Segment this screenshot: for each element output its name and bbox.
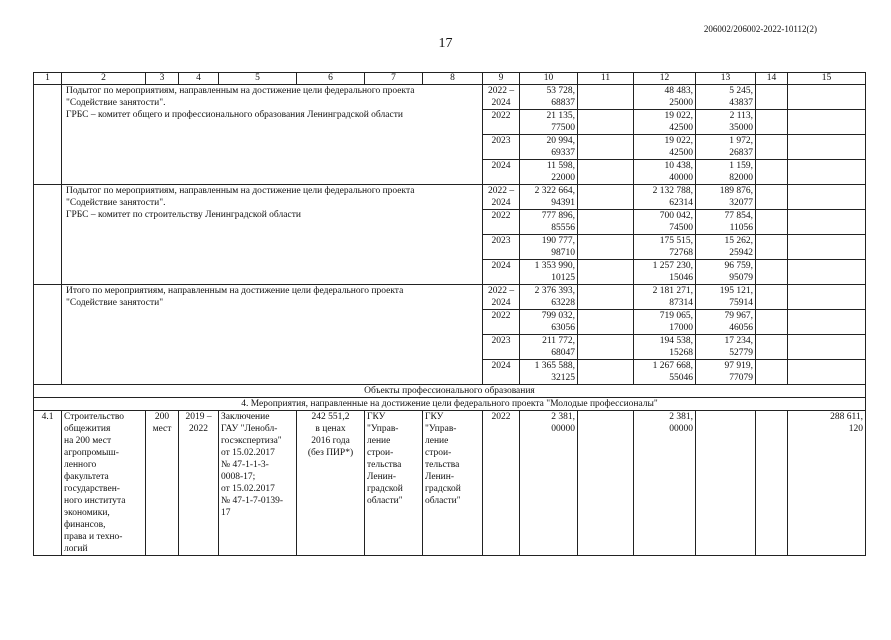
cell-col11 [578,135,634,160]
federal-amount-cell: 2 181 271, 87314 [634,285,696,310]
federal-amount-cell: 1 267 668, 55046 [634,360,696,385]
cell-col15 [788,310,866,335]
cell-col14 [756,260,788,285]
period-cell: 2022 [483,210,520,235]
federal-amount-cell: 48 483, 25000 [634,85,696,110]
period-cell: 2022 – 2024 [483,85,520,110]
federal-amount-cell: 175 515, 72768 [634,235,696,260]
cell-col11 [578,310,634,335]
column-header-8: 8 [423,73,483,85]
period-cell: 2024 [483,160,520,185]
period-cell: 2022 – 2024 [483,185,520,210]
column-header-4: 4 [179,73,219,85]
cell-col15 [788,85,866,110]
cell-col11 [578,360,634,385]
period-cell: 2023 [483,235,520,260]
column-header-6: 6 [297,73,365,85]
section-title: Объекты профессионального образования [34,385,866,398]
federal-amount-cell: 194 538, 15268 [634,335,696,360]
regional-amount-cell: 15 262, 25942 [696,235,756,260]
column-header-2: 2 [62,73,146,85]
total-amount-cell: 20 994, 69337 [520,135,578,160]
item-row [34,411,866,556]
cell-col1 [34,285,62,385]
regional-amount-cell: 1 159, 82000 [696,160,756,185]
item-year: 2022 [483,411,520,556]
cell-col11 [578,260,634,285]
item-customer: ГКУ "Управ- ление строи- тельства Ленин- градской области" [365,411,423,556]
column-header-9: 9 [483,73,520,85]
total-amount-cell: 11 598, 22000 [520,160,578,185]
federal-amount-cell: 19 022, 42500 [634,135,696,160]
period-cell: 2022 [483,310,520,335]
item-cost: 242 551,2 в ценах 2016 года (без ПИР*) [297,411,365,556]
item-period: 2019 – 2022 [179,411,219,556]
total-amount-cell: 777 896, 85556 [520,210,578,235]
regional-amount-cell: 17 234, 52779 [696,335,756,360]
cell-col11 [578,85,634,110]
cell-col1 [34,85,62,185]
column-header-14: 14 [756,73,788,85]
item-federal-amount: 2 381, 00000 [634,411,696,556]
regional-amount-cell: 2 113, 35000 [696,110,756,135]
cell-col11 [578,210,634,235]
total-amount-cell: 2 322 664, 94391 [520,185,578,210]
period-cell: 2023 [483,335,520,360]
federal-amount-cell: 19 022, 42500 [634,110,696,135]
item-expertise: Заключение ГАУ "Ленобл- госэкспертиза" от 15.02.2017 № 47-1-1-3- 0008-17; от 15.02.2017 № 47-1-7-0139- 17 [219,411,297,556]
item-capacity: 200 мест [146,411,179,556]
column-header-10: 10 [520,73,578,85]
cell-col15 [788,135,866,160]
cell-col15 [788,360,866,385]
cell-col13 [696,411,756,556]
cell-col14 [756,185,788,210]
item-number: 4.1 [34,411,62,556]
cell-col14 [756,411,788,556]
group-description: Подытог по мероприятиям, направленным на достижение цели федерального проекта "Содействие занятости". ГРБС – комитет общего и профессионального образования Ленинградской области [62,85,483,185]
item-total-amount: 2 381, 00000 [520,411,578,556]
total-amount-cell: 1 365 588, 32125 [520,360,578,385]
group-description: Подытог по мероприятиям, направленным на достижение цели федерального проекта "Содействие занятости". ГРБС – комитет по строительству Ленинградской области [62,185,483,285]
cell-col11 [578,285,634,310]
header-row [34,73,866,85]
regional-amount-cell: 5 245, 43837 [696,85,756,110]
total-amount-cell: 211 772, 68047 [520,335,578,360]
cell-col15 [788,110,866,135]
regional-amount-cell: 77 854, 11056 [696,210,756,235]
subsection-title: 4. Мероприятия, направленные на достижение цели федерального проекта "Молодые профессионалы" [34,398,866,411]
total-amount-cell: 21 135, 77500 [520,110,578,135]
period-cell: 2023 [483,135,520,160]
federal-amount-cell: 2 132 788, 62314 [634,185,696,210]
cell-col15 [788,260,866,285]
cell-col11 [578,110,634,135]
regional-amount-cell: 97 919, 77079 [696,360,756,385]
section-row [34,385,866,398]
cell-col14 [756,210,788,235]
item-name: Строительство общежития на 200 мест агропромыш- ленного факультета государствен- ного института экономики, финансов, права и техно- логий [62,411,146,556]
total-amount-cell: 2 376 393, 63228 [520,285,578,310]
cell-col15 [788,285,866,310]
period-cell: 2022 – 2024 [483,285,520,310]
cell-col11 [578,335,634,360]
cell-col11 [578,185,634,210]
cell-col15 [788,335,866,360]
cell-col14 [756,235,788,260]
cell-col14 [756,160,788,185]
cell-col15 [788,185,866,210]
cell-col14 [756,335,788,360]
federal-amount-cell: 1 257 230, 15046 [634,260,696,285]
item-developer: ГКУ "Управ- ление строи- тельства Ленин- градской области" [423,411,483,556]
cell-col14 [756,310,788,335]
budget-table [33,72,866,556]
cell-col14 [756,110,788,135]
regional-amount-cell: 79 967, 46056 [696,310,756,335]
cell-col11 [578,411,634,556]
group-description: Итого по мероприятиям, направленным на достижение цели федерального проекта "Содействие занятости" [62,285,483,385]
item-col15: 288 611, 120 [788,411,866,556]
column-header-5: 5 [219,73,297,85]
column-header-13: 13 [696,73,756,85]
cell-col11 [578,160,634,185]
summary-row [34,185,866,210]
regional-amount-cell: 96 759, 95079 [696,260,756,285]
federal-amount-cell: 10 438, 40000 [634,160,696,185]
total-amount-cell: 1 353 990, 10125 [520,260,578,285]
summary-row [34,285,866,310]
total-amount-cell: 53 728, 68837 [520,85,578,110]
cell-col14 [756,135,788,160]
cell-col1 [34,185,62,285]
regional-amount-cell: 1 972, 26837 [696,135,756,160]
summary-row [34,85,866,110]
cell-col14 [756,360,788,385]
regional-amount-cell: 195 121, 75914 [696,285,756,310]
cell-col15 [788,235,866,260]
subsection-row [34,398,866,411]
column-header-1: 1 [34,73,62,85]
column-header-12: 12 [634,73,696,85]
federal-amount-cell: 719 065, 17000 [634,310,696,335]
total-amount-cell: 799 032, 63056 [520,310,578,335]
cell-col15 [788,210,866,235]
page-number: 17 [438,36,453,51]
column-header-7: 7 [365,73,423,85]
document-number: 206002/206002-2022-10112(2) [703,24,817,34]
cell-col14 [756,285,788,310]
cell-col14 [756,85,788,110]
period-cell: 2022 [483,110,520,135]
regional-amount-cell: 189 876, 32077 [696,185,756,210]
column-header-15: 15 [788,73,866,85]
cell-col11 [578,235,634,260]
period-cell: 2024 [483,360,520,385]
total-amount-cell: 190 777, 98710 [520,235,578,260]
cell-col15 [788,160,866,185]
column-header-3: 3 [146,73,179,85]
column-header-11: 11 [578,73,634,85]
period-cell: 2024 [483,260,520,285]
federal-amount-cell: 700 042, 74500 [634,210,696,235]
